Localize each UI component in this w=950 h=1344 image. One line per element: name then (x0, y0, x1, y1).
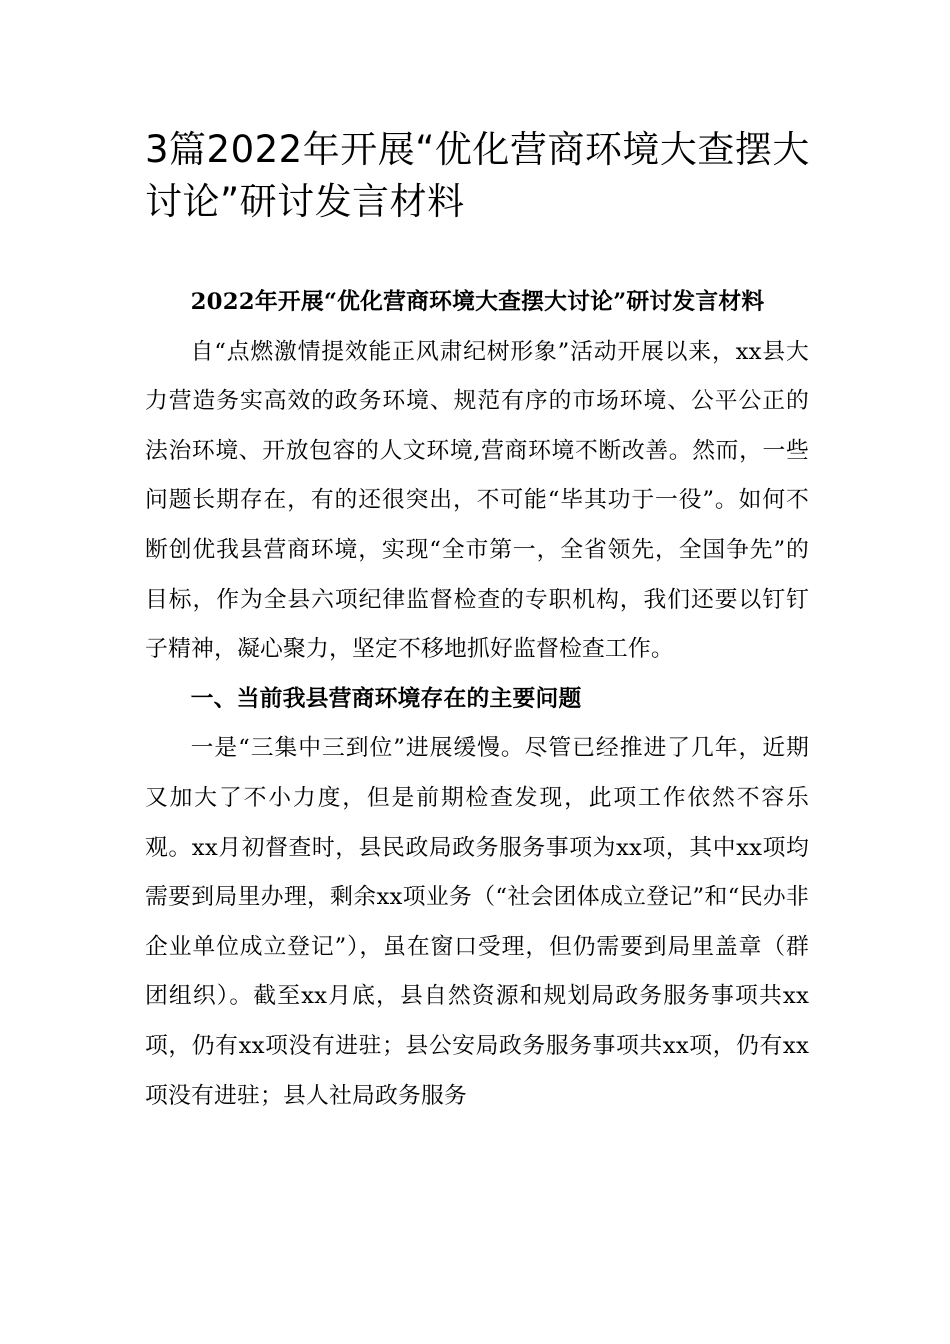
document-subtitle: 2022年开展“优化营商环境大查摆大讨论”研讨发言材料 (190, 289, 765, 315)
section-paragraph: 一是“三集中三到位”进展缓慢。尽管已经推进了几年，近期又加大了不小力度，但是前期检查发现，此项工作依然不容乐观。xx月初督查时，县民政局政务服务事项为xx项，其中xx项均需要到局里办理，剩余xx项业务（“社会团体成立登记”和“民办非企业单位成立登记”），虽在窗口受理，但仍需要到局里盖章（群团组织）。截至xx月底，县自然资源和规划局政务服务事项共xx项，仍有xx项没有进驻；县公安局政务服务事项共xx项，仍有xx项没有进驻；县人社局政务服务 (145, 735, 809, 1109)
document-title: 3篇2022年开展“优化营商环境大查摆大讨论”研讨发言材料 (145, 128, 810, 223)
document-body (145, 278, 809, 1121)
section-heading: 一、当前我县营商环境存在的主要问题 (190, 685, 582, 712)
intro-paragraph: 自“点燃激情提效能正风肃纪树形象”活动开展以来，xx县大力营造务实高效的政务环境、规范有序的市场环境、公平公正的法治环境、开放包容的人文环境,营商环境不断改善。然而，一些问题长期存在，有的还很突出，不可能“毕其功于一役”。如何不断创优我县营商环境，实现“全市第一，全省领先，全国争先”的目标，作为全县六项纪律监督检查的专职机构，我们还要以钉钉子精神，凝心聚力，坚定不移地抓好监督检查工作。 (145, 338, 809, 663)
